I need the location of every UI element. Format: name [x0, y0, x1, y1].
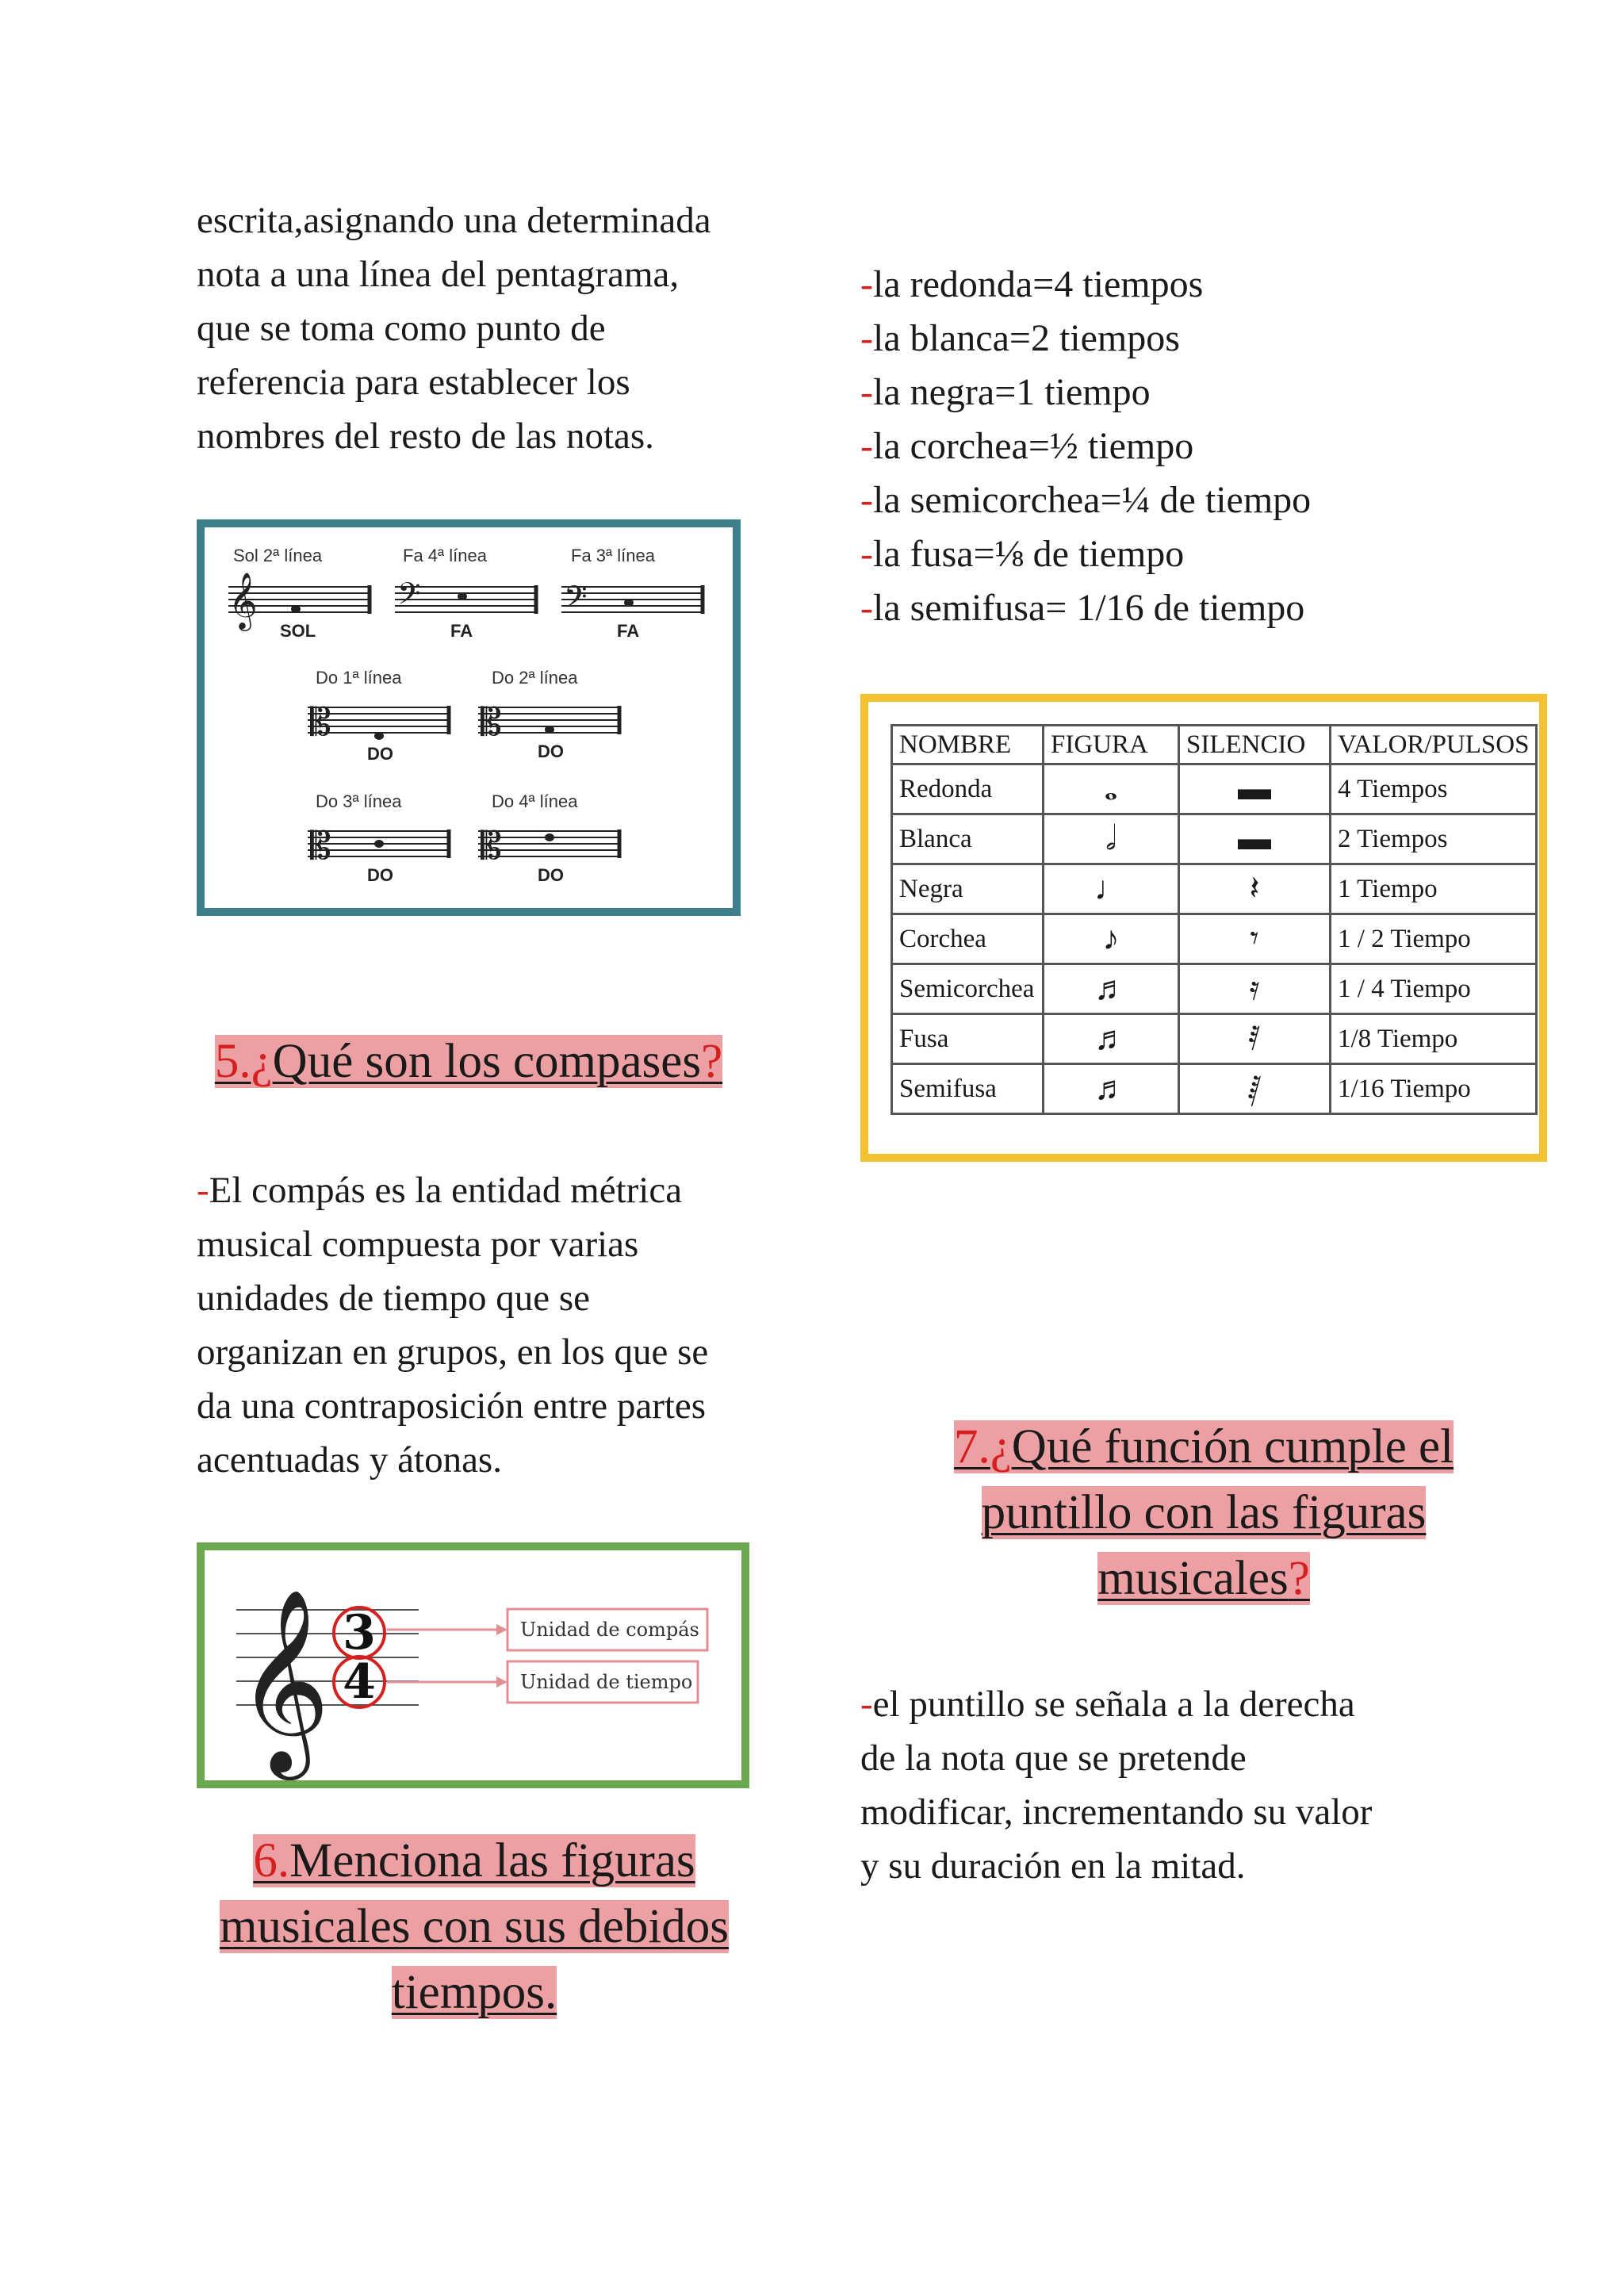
half-rest-icon: ▬: [1179, 814, 1331, 864]
list-item: -la blanca=2 tiempos: [860, 317, 1180, 359]
time-signature-diagram: [205, 1550, 741, 1780]
ts-label-top: Unidad de compás: [520, 1619, 699, 1641]
clef-label: Do 1ª línea: [316, 668, 402, 688]
ts-label-bottom: Unidad de tiempo: [520, 1671, 693, 1693]
alto-clef-icon: 𝄡: [481, 700, 502, 745]
table-row: [892, 814, 1537, 864]
note-name: SOL: [280, 621, 316, 641]
figures-list: [860, 258, 1311, 635]
intro-line: nombres del resto de las notas.: [197, 416, 654, 457]
note-name: DO: [367, 744, 393, 764]
table-row: [892, 964, 1537, 1014]
intro-line: que se toma como punto de: [197, 308, 606, 349]
bass-clef-icon: 𝄢: [397, 576, 421, 619]
quarter-note-icon: ♩: [1044, 864, 1179, 914]
heading-q7-line: 7.¿Qué función cumple el: [953, 1420, 1454, 1473]
answer-line: musical compuesta por varias: [197, 1224, 639, 1265]
alto-clef-icon: 𝄡: [310, 824, 331, 868]
answer-line: unidades de tiempo que se: [197, 1278, 590, 1319]
table-header: FIGURA: [1044, 726, 1179, 764]
heading-q6-line: tiempos.: [391, 1966, 557, 2019]
whole-rest-icon: ▬: [1179, 764, 1331, 814]
figures-table: [891, 724, 1538, 1115]
list-item: -la negra=1 tiempo: [860, 371, 1151, 413]
table-cell: Redonda: [892, 764, 1044, 814]
list-item: -la redonda=4 tiempos: [860, 263, 1204, 305]
ts-numerator: 3: [343, 1605, 376, 1661]
table-row: [892, 764, 1537, 814]
figures-table-image: [860, 694, 1547, 1162]
sixty-fourth-note-icon: ♬: [1044, 1064, 1179, 1114]
heading-q7-line: musicales?: [1097, 1552, 1310, 1605]
note-head: [545, 726, 554, 734]
clef-image: [197, 519, 741, 916]
table-cell: 1 / 4 Tiempo: [1331, 964, 1537, 1014]
table-cell: 1/16 Tiempo: [1331, 1064, 1537, 1114]
table-cell: Fusa: [892, 1014, 1044, 1064]
note-name: FA: [617, 621, 640, 641]
note-name: DO: [367, 865, 393, 885]
answer-text: El compás es la entidad métrica: [209, 1170, 683, 1211]
alto-clef-icon: 𝄡: [310, 700, 331, 745]
clef-label: Do 4ª línea: [492, 791, 578, 811]
intro-paragraph: [197, 193, 768, 463]
answer-line: y su duración en la mitad.: [860, 1845, 1246, 1887]
clef-label: Do 3ª línea: [316, 791, 402, 811]
half-note-icon: 𝅗𝅥: [1044, 814, 1179, 864]
answer-line: da una contraposición entre partes: [197, 1385, 707, 1427]
treble-clef-icon: 𝄞: [228, 571, 258, 629]
alto-clef-icon: 𝄡: [481, 824, 502, 868]
answer-q5: [197, 1163, 768, 1487]
time-signature-image: [197, 1542, 749, 1788]
clef-label: Fa 3ª línea: [571, 546, 655, 565]
table-cell: 2 Tiempos: [1331, 814, 1537, 864]
sixteenth-rest-icon: 𝄿: [1179, 964, 1331, 1014]
table-row: [892, 1014, 1537, 1064]
note-name: FA: [450, 621, 473, 641]
bass-clef-icon: 𝄢: [564, 579, 588, 622]
table-header: NOMBRE: [892, 726, 1044, 764]
treble-clef-icon: 𝄞: [236, 1588, 331, 1772]
table-cell: Semifusa: [892, 1064, 1044, 1114]
table-cell: Blanca: [892, 814, 1044, 864]
heading-q6: [197, 1828, 752, 2025]
heading-q5-number: 5.: [214, 1035, 251, 1088]
table-cell: 1 / 2 Tiempo: [1331, 914, 1537, 964]
table-row: [892, 1064, 1537, 1114]
table-row: [892, 864, 1537, 914]
quarter-rest-icon: 𝄽: [1179, 864, 1331, 914]
sixty-fourth-rest-icon: 𝅁: [1179, 1064, 1331, 1114]
heading-q6-line: musicales con sus debidos: [219, 1900, 730, 1953]
table-cell: Semicorchea: [892, 964, 1044, 1014]
clef-label: Sol 2ª línea: [233, 546, 323, 565]
answer-line: modificar, incrementando su valor: [860, 1791, 1373, 1833]
answer-line: [197, 1163, 768, 1217]
intro-line: nota a una línea del pentagrama,: [197, 254, 680, 295]
intro-line: referencia para establecer los: [197, 362, 630, 403]
heading-q5-highlight: [215, 1035, 722, 1088]
note-name: DO: [538, 741, 564, 761]
heading-q6-number: 6.: [253, 1834, 290, 1887]
answer-line: acentuadas y átonas.: [197, 1439, 502, 1481]
table-header: SILENCIO: [1179, 726, 1331, 764]
answer-line: de la nota que se pretende: [860, 1738, 1247, 1779]
clef-label: Fa 4ª línea: [403, 546, 487, 565]
heading-q6-line: [253, 1834, 695, 1887]
note-head: [545, 833, 554, 841]
dash: -: [197, 1170, 209, 1211]
note-head: [374, 840, 384, 848]
answer-q7: [860, 1677, 1542, 1893]
clef-diagram: [205, 527, 733, 908]
note-head: [291, 605, 301, 613]
answer-line: -el puntillo se señala a la derecha: [860, 1684, 1355, 1725]
table-header: VALOR/PULSOS: [1331, 726, 1537, 764]
heading-q6-text: Menciona las figuras: [289, 1834, 695, 1887]
heading-q7-line: puntillo con las figuras: [981, 1486, 1427, 1539]
table-cell: Negra: [892, 864, 1044, 914]
heading-q5-text: Qué son los compases: [272, 1035, 702, 1088]
table-row: [892, 914, 1537, 964]
heading-q7: [860, 1414, 1547, 1611]
list-item: -la corchea=½ tiempo: [860, 425, 1194, 467]
table-cell: Corchea: [892, 914, 1044, 964]
table-cell: 4 Tiempos: [1331, 764, 1537, 814]
heading-q5-open: ¿: [251, 1035, 273, 1088]
note-head: [374, 732, 384, 740]
thirty-second-rest-icon: 𝅀: [1179, 1014, 1331, 1064]
intro-line: escrita,asignando una determinada: [197, 200, 711, 241]
note-head: [458, 592, 467, 600]
table-cell: 1/8 Tiempo: [1331, 1014, 1537, 1064]
heading-q5: [197, 1029, 741, 1094]
note-head: [624, 599, 634, 607]
eighth-rest-icon: 𝄾: [1179, 914, 1331, 964]
list-item: -la semicorchea=¼ de tiempo: [860, 479, 1312, 521]
sixteenth-note-icon: ♬: [1044, 964, 1179, 1014]
list-item: -la semifusa= 1/16 de tiempo: [860, 587, 1305, 629]
list-item: -la fusa=⅛ de tiempo: [860, 533, 1185, 575]
table-header-row: [892, 726, 1537, 764]
clef-label: Do 2ª línea: [492, 668, 578, 688]
ts-denominator: 4: [343, 1654, 376, 1710]
note-name: DO: [538, 865, 564, 885]
answer-line: organizan en grupos, en los que se: [197, 1331, 709, 1373]
eighth-note-icon: ♪: [1044, 914, 1179, 964]
table-cell: 1 Tiempo: [1331, 864, 1537, 914]
thirty-second-note-icon: ♬: [1044, 1014, 1179, 1064]
heading-q5-close: ?: [701, 1035, 723, 1088]
whole-note-icon: 𝅝: [1044, 764, 1179, 814]
